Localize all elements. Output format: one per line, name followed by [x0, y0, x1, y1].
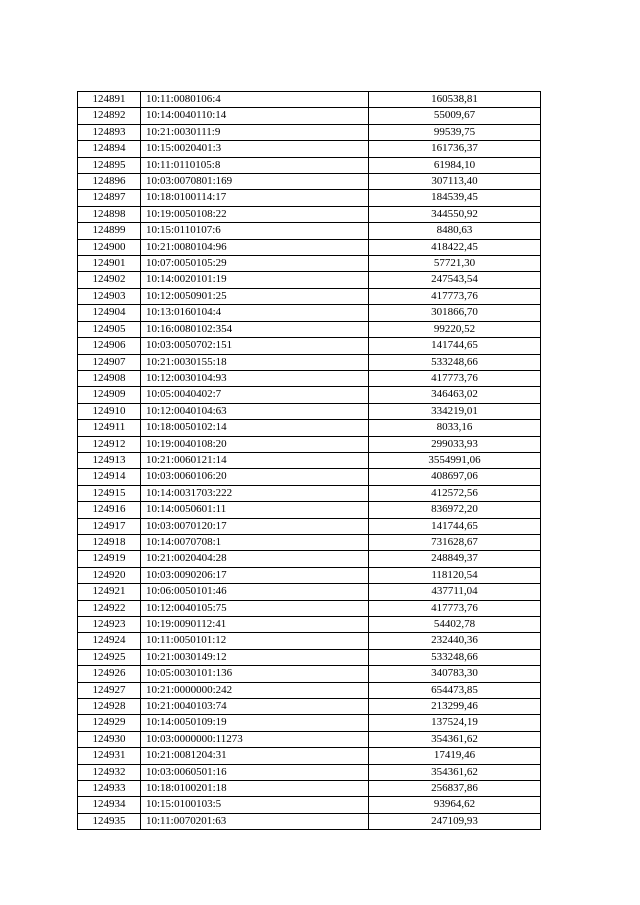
- row-number-cell: 124902: [78, 272, 141, 288]
- cadastral-number-cell: 10:14:0070708:1: [141, 534, 369, 550]
- row-number-cell: 124896: [78, 174, 141, 190]
- value-cell: 340783,30: [369, 666, 541, 682]
- cadastral-number-cell: 10:14:0050109:19: [141, 715, 369, 731]
- table-row: [78, 420, 541, 436]
- value-cell: 93964,62: [369, 797, 541, 813]
- row-number-cell: 124922: [78, 600, 141, 616]
- table-row: [78, 338, 541, 354]
- value-cell: 184539,45: [369, 190, 541, 206]
- value-cell: 3554991,06: [369, 452, 541, 468]
- table-row: [78, 436, 541, 452]
- row-number-cell: 124903: [78, 288, 141, 304]
- value-cell: 55009,67: [369, 108, 541, 124]
- table-row: [78, 813, 541, 829]
- cadastral-number-cell: 10:05:0040402:7: [141, 387, 369, 403]
- cadastral-number-cell: 10:05:0030101:136: [141, 666, 369, 682]
- table-row: [78, 452, 541, 468]
- cadastral-number-cell: 10:21:0020404:28: [141, 551, 369, 567]
- row-number-cell: 124927: [78, 682, 141, 698]
- cadastral-number-cell: 10:12:0040104:63: [141, 403, 369, 419]
- table-row: [78, 682, 541, 698]
- row-number-cell: 124893: [78, 124, 141, 140]
- table-row: [78, 403, 541, 419]
- table-row: [78, 321, 541, 337]
- row-number-cell: 124931: [78, 748, 141, 764]
- cadastral-number-cell: 10:14:0020101:19: [141, 272, 369, 288]
- table-row: [78, 502, 541, 518]
- value-cell: 141744,65: [369, 518, 541, 534]
- row-number-cell: 124917: [78, 518, 141, 534]
- value-cell: 417773,76: [369, 370, 541, 386]
- cadastral-number-cell: 10:13:0160104:4: [141, 305, 369, 321]
- table-row: [78, 288, 541, 304]
- value-cell: 533248,66: [369, 354, 541, 370]
- table-row: [78, 715, 541, 731]
- value-cell: 161736,37: [369, 141, 541, 157]
- row-number-cell: 124906: [78, 338, 141, 354]
- value-cell: 334219,01: [369, 403, 541, 419]
- table-row: [78, 797, 541, 813]
- cadastral-number-cell: 10:21:0060121:14: [141, 452, 369, 468]
- value-cell: 654473,85: [369, 682, 541, 698]
- cadastral-number-cell: 10:21:0040103:74: [141, 699, 369, 715]
- table-row: [78, 731, 541, 747]
- value-cell: 99220,52: [369, 321, 541, 337]
- cadastral-number-cell: 10:14:0031703:222: [141, 485, 369, 501]
- cadastral-number-cell: 10:07:0050105:29: [141, 256, 369, 272]
- value-cell: 247109,93: [369, 813, 541, 829]
- value-cell: 301866,70: [369, 305, 541, 321]
- cadastral-number-cell: 10:14:0050601:11: [141, 502, 369, 518]
- value-cell: 99539,75: [369, 124, 541, 140]
- value-cell: 160538,81: [369, 92, 541, 108]
- table-row: [78, 600, 541, 616]
- value-cell: 141744,65: [369, 338, 541, 354]
- value-cell: 299033,93: [369, 436, 541, 452]
- row-number-cell: 124909: [78, 387, 141, 403]
- table-row: [78, 534, 541, 550]
- row-number-cell: 124923: [78, 617, 141, 633]
- table-row: [78, 206, 541, 222]
- row-number-cell: 124908: [78, 370, 141, 386]
- row-number-cell: 124918: [78, 534, 141, 550]
- table-row: [78, 551, 541, 567]
- row-number-cell: 124904: [78, 305, 141, 321]
- table-row: [78, 190, 541, 206]
- row-number-cell: 124934: [78, 797, 141, 813]
- value-cell: 8033,16: [369, 420, 541, 436]
- table-row: [78, 699, 541, 715]
- row-number-cell: 124926: [78, 666, 141, 682]
- value-cell: 61984,10: [369, 157, 541, 173]
- cadastral-number-cell: 10:18:0100201:18: [141, 781, 369, 797]
- cadastral-number-cell: 10:19:0040108:20: [141, 436, 369, 452]
- cadastral-number-cell: 10:15:0020401:3: [141, 141, 369, 157]
- cadastral-number-cell: 10:21:0030149:12: [141, 649, 369, 665]
- row-number-cell: 124899: [78, 223, 141, 239]
- cadastral-number-cell: 10:11:0110105:8: [141, 157, 369, 173]
- table-row: [78, 354, 541, 370]
- cadastral-number-cell: 10:12:0050901:25: [141, 288, 369, 304]
- row-number-cell: 124905: [78, 321, 141, 337]
- value-cell: 17419,46: [369, 748, 541, 764]
- table-row: [78, 239, 541, 255]
- table-row: [78, 567, 541, 583]
- value-cell: 437711,04: [369, 584, 541, 600]
- cadastral-number-cell: 10:03:0050702:151: [141, 338, 369, 354]
- value-cell: 836972,20: [369, 502, 541, 518]
- row-number-cell: 124914: [78, 469, 141, 485]
- table-row: [78, 781, 541, 797]
- table-row: [78, 272, 541, 288]
- row-number-cell: 124924: [78, 633, 141, 649]
- cadastral-number-cell: 10:06:0050101:46: [141, 584, 369, 600]
- row-number-cell: 124933: [78, 781, 141, 797]
- table-row: [78, 485, 541, 501]
- value-cell: 344550,92: [369, 206, 541, 222]
- value-cell: 8480,63: [369, 223, 541, 239]
- cadastral-number-cell: 10:11:0070201:63: [141, 813, 369, 829]
- cadastral-number-cell: 10:11:0050101:12: [141, 633, 369, 649]
- table-row: [78, 387, 541, 403]
- cadastral-number-cell: 10:12:0040105:75: [141, 600, 369, 616]
- row-number-cell: 124935: [78, 813, 141, 829]
- cadastral-number-cell: 10:21:0000000:242: [141, 682, 369, 698]
- value-cell: 731628,67: [369, 534, 541, 550]
- row-number-cell: 124894: [78, 141, 141, 157]
- row-number-cell: 124898: [78, 206, 141, 222]
- table-row: [78, 764, 541, 780]
- cadastral-number-cell: 10:12:0030104:93: [141, 370, 369, 386]
- table-body: [78, 92, 541, 830]
- table-row: [78, 617, 541, 633]
- value-cell: 418422,45: [369, 239, 541, 255]
- value-cell: 54402,78: [369, 617, 541, 633]
- table-row: [78, 748, 541, 764]
- value-cell: 346463,02: [369, 387, 541, 403]
- row-number-cell: 124929: [78, 715, 141, 731]
- cadastral-number-cell: 10:18:0050102:14: [141, 420, 369, 436]
- row-number-cell: 124895: [78, 157, 141, 173]
- table-row: [78, 256, 541, 272]
- cadastral-number-cell: 10:21:0080104:96: [141, 239, 369, 255]
- table-row: [78, 223, 541, 239]
- cadastral-number-cell: 10:03:0070120:17: [141, 518, 369, 534]
- row-number-cell: 124910: [78, 403, 141, 419]
- row-number-cell: 124932: [78, 764, 141, 780]
- value-cell: 137524,19: [369, 715, 541, 731]
- value-cell: 232440,36: [369, 633, 541, 649]
- data-table: [77, 91, 541, 830]
- row-number-cell: 124911: [78, 420, 141, 436]
- value-cell: 213299,46: [369, 699, 541, 715]
- row-number-cell: 124912: [78, 436, 141, 452]
- row-number-cell: 124901: [78, 256, 141, 272]
- value-cell: 307113,40: [369, 174, 541, 190]
- row-number-cell: 124907: [78, 354, 141, 370]
- row-number-cell: 124891: [78, 92, 141, 108]
- value-cell: 354361,62: [369, 731, 541, 747]
- row-number-cell: 124930: [78, 731, 141, 747]
- value-cell: 118120,54: [369, 567, 541, 583]
- cadastral-number-cell: 10:16:0080102:354: [141, 321, 369, 337]
- table-row: [78, 518, 541, 534]
- cadastral-number-cell: 10:21:0030111:9: [141, 124, 369, 140]
- table-row: [78, 305, 541, 321]
- table-row: [78, 584, 541, 600]
- value-cell: 247543,54: [369, 272, 541, 288]
- table-row: [78, 92, 541, 108]
- cadastral-number-cell: 10:03:0070801:169: [141, 174, 369, 190]
- value-cell: 57721,30: [369, 256, 541, 272]
- row-number-cell: 124921: [78, 584, 141, 600]
- cadastral-number-cell: 10:18:0100114:17: [141, 190, 369, 206]
- cadastral-number-cell: 10:21:0081204:31: [141, 748, 369, 764]
- row-number-cell: 124900: [78, 239, 141, 255]
- table-row: [78, 649, 541, 665]
- value-cell: 248849,37: [369, 551, 541, 567]
- value-cell: 417773,76: [369, 600, 541, 616]
- value-cell: 417773,76: [369, 288, 541, 304]
- row-number-cell: 124928: [78, 699, 141, 715]
- table-row: [78, 108, 541, 124]
- table-row: [78, 370, 541, 386]
- cadastral-number-cell: 10:03:0060501:16: [141, 764, 369, 780]
- cadastral-number-cell: 10:15:0110107:6: [141, 223, 369, 239]
- table-row: [78, 633, 541, 649]
- cadastral-number-cell: 10:03:0000000:11273: [141, 731, 369, 747]
- value-cell: 408697,06: [369, 469, 541, 485]
- row-number-cell: 124915: [78, 485, 141, 501]
- value-cell: 256837,86: [369, 781, 541, 797]
- table-row: [78, 157, 541, 173]
- value-cell: 412572,56: [369, 485, 541, 501]
- row-number-cell: 124892: [78, 108, 141, 124]
- table-row: [78, 124, 541, 140]
- cadastral-number-cell: 10:21:0030155:18: [141, 354, 369, 370]
- table-row: [78, 141, 541, 157]
- table-row: [78, 174, 541, 190]
- row-number-cell: 124925: [78, 649, 141, 665]
- row-number-cell: 124920: [78, 567, 141, 583]
- cadastral-number-cell: 10:19:0050108:22: [141, 206, 369, 222]
- cadastral-number-cell: 10:11:0080106:4: [141, 92, 369, 108]
- value-cell: 533248,66: [369, 649, 541, 665]
- value-cell: 354361,62: [369, 764, 541, 780]
- row-number-cell: 124913: [78, 452, 141, 468]
- cadastral-number-cell: 10:03:0060106:20: [141, 469, 369, 485]
- row-number-cell: 124916: [78, 502, 141, 518]
- row-number-cell: 124919: [78, 551, 141, 567]
- cadastral-number-cell: 10:14:0040110:14: [141, 108, 369, 124]
- row-number-cell: 124897: [78, 190, 141, 206]
- table-row: [78, 469, 541, 485]
- cadastral-number-cell: 10:15:0100103:5: [141, 797, 369, 813]
- table-row: [78, 666, 541, 682]
- cadastral-number-cell: 10:03:0090206:17: [141, 567, 369, 583]
- cadastral-number-cell: 10:19:0090112:41: [141, 617, 369, 633]
